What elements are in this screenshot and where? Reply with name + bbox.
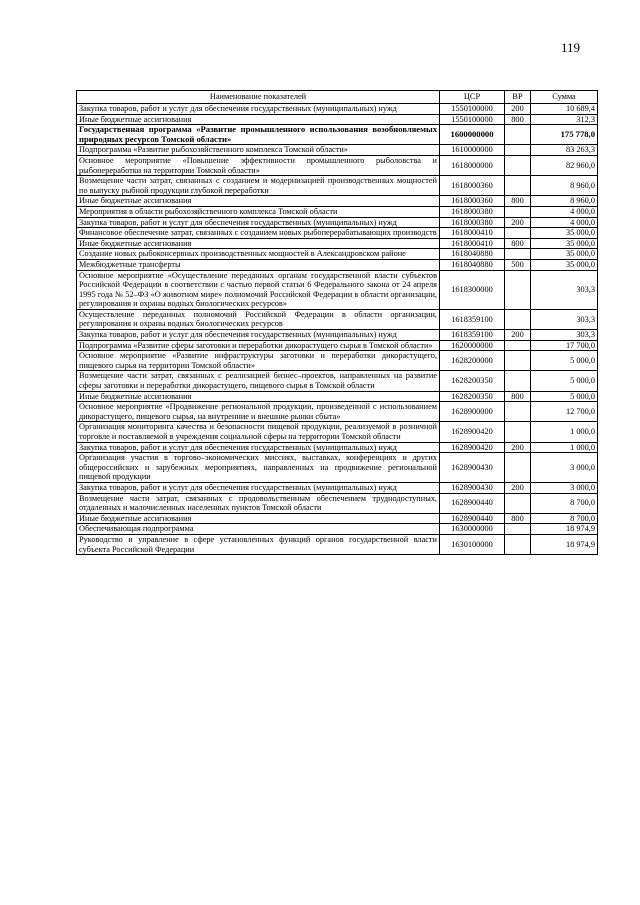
cell-name: Иные бюджетные ассигнования: [77, 196, 440, 207]
cell-sum: 303,3: [531, 309, 598, 329]
cell-vr: 200: [505, 217, 531, 228]
cell-vr: 200: [505, 104, 531, 115]
cell-csr: 1628900000: [440, 402, 505, 422]
cell-csr: 1610000000: [440, 145, 505, 156]
table-row: [77, 259, 598, 270]
cell-sum: 175 778,0: [531, 125, 598, 145]
cell-name: Закупка товаров, работ и услуг для обеспечения государственных (муниципальных) нужд: [77, 104, 440, 115]
table-row: [77, 524, 598, 535]
cell-vr: 800: [505, 114, 531, 125]
table-row: [77, 196, 598, 207]
table-row: [77, 371, 598, 391]
cell-vr: [505, 371, 531, 391]
table-row: [77, 206, 598, 217]
cell-sum: 82 960,0: [531, 155, 598, 175]
cell-csr: 1618000360: [440, 196, 505, 207]
cell-name: Государственная программа «Развитие промышленного использования возобновляемых природных ресурсов Томской области»: [77, 125, 440, 145]
cell-name: Возмещение части затрат, связанных с созданием и модернизацией производственных мощностей по выпуску рыбной продукции глубокой переработки: [77, 176, 440, 196]
cell-sum: 18 974,9: [531, 524, 598, 535]
table-row: [77, 422, 598, 442]
cell-sum: 1 000,0: [531, 422, 598, 442]
cell-vr: [505, 340, 531, 351]
cell-csr: 1550100000: [440, 104, 505, 115]
cell-csr: 1550100000: [440, 114, 505, 125]
cell-name: Закупка товаров, работ и услуг для обеспечения государственных (муниципальных) нужд: [77, 442, 440, 453]
cell-csr: 1618300000: [440, 270, 505, 309]
table-row: [77, 155, 598, 175]
table-row: [77, 309, 598, 329]
cell-sum: 35 000,0: [531, 238, 598, 249]
cell-vr: [505, 422, 531, 442]
cell-vr: [505, 125, 531, 145]
cell-csr: 1628900420: [440, 442, 505, 453]
header-name: Наименование показателей: [77, 91, 440, 104]
cell-sum: 35 000,0: [531, 228, 598, 239]
page-number: 119: [560, 40, 580, 55]
cell-sum: 5 000,0: [531, 351, 598, 371]
table-row: [77, 104, 598, 115]
cell-name: Закупка товаров, работ и услуг для обеспечения государственных (муниципальных) нужд: [77, 217, 440, 228]
table-row: [77, 176, 598, 196]
table-row: [77, 391, 598, 402]
cell-name: Основное мероприятие «Осуществление переданных органам государственной власти субъектов Российской Федерации в соответствии с частью первой статьи 6 Федерального закона от 24 апреля 1995 года № 52–ФЗ «О животном мире» полномочий Российской Федерации в области организации, регулирования и охраны водных биологических ресурсов»: [77, 270, 440, 309]
cell-name: Создание новых рыбоконсервных производственных мощностей в Александровском районе: [77, 249, 440, 260]
cell-csr: 1628200350: [440, 371, 505, 391]
cell-sum: 12 700,0: [531, 402, 598, 422]
cell-name: Обеспечивающая подпрограмма: [77, 524, 440, 535]
cell-csr: 1630100000: [440, 534, 505, 554]
cell-csr: 1628900420: [440, 422, 505, 442]
cell-sum: 4 000,0: [531, 217, 598, 228]
cell-sum: 17 700,0: [531, 340, 598, 351]
cell-sum: 35 000,0: [531, 259, 598, 270]
cell-vr: 500: [505, 259, 531, 270]
cell-vr: 800: [505, 196, 531, 207]
cell-csr: 1618040880: [440, 259, 505, 270]
budget-table: [76, 90, 598, 555]
table-row: [77, 125, 598, 145]
cell-name: Мероприятия в области рыбохозяйственного комплекса Томской области: [77, 206, 440, 217]
cell-csr: 1618000380: [440, 217, 505, 228]
cell-sum: 303,3: [531, 330, 598, 341]
cell-name: Основное мероприятие «Повышение эффективности промышленного рыболовства и рыбопереработки на территории Томской области»: [77, 155, 440, 175]
table-row: [77, 482, 598, 493]
cell-csr: 1618000000: [440, 155, 505, 175]
cell-name: Подпрограмма «Развитие рыбохозяйственного комплекса Томской области»: [77, 145, 440, 156]
cell-csr: 1600000000: [440, 125, 505, 145]
table-row: [77, 330, 598, 341]
cell-name: Закупка товаров, работ и услуг для обеспечения государственных (муниципальных) нужд: [77, 482, 440, 493]
cell-vr: [505, 402, 531, 422]
cell-sum: 1 000,0: [531, 442, 598, 453]
cell-sum: 8 960,0: [531, 196, 598, 207]
cell-vr: 800: [505, 513, 531, 524]
cell-name: Межбюджетные трансферты: [77, 259, 440, 270]
cell-name: Иные бюджетные ассигнования: [77, 114, 440, 125]
cell-vr: [505, 524, 531, 535]
cell-vr: [505, 228, 531, 239]
cell-name: Иные бюджетные ассигнования: [77, 391, 440, 402]
cell-vr: 800: [505, 391, 531, 402]
cell-vr: [505, 453, 531, 483]
table-row: [77, 217, 598, 228]
cell-csr: 1628900440: [440, 493, 505, 513]
cell-sum: 312,3: [531, 114, 598, 125]
cell-csr: 1618000360: [440, 176, 505, 196]
table-row: [77, 114, 598, 125]
table-row: [77, 513, 598, 524]
cell-name: Подпрограмма «Развитие сферы заготовки и переработки дикорастущего сырья в Томской области»: [77, 340, 440, 351]
table-row: [77, 402, 598, 422]
cell-sum: 8 700,0: [531, 513, 598, 524]
cell-csr: 1618000410: [440, 228, 505, 239]
cell-sum: 303,3: [531, 270, 598, 309]
cell-csr: 1618000410: [440, 238, 505, 249]
table-row: [77, 145, 598, 156]
cell-sum: 3 000,0: [531, 453, 598, 483]
table-row: [77, 493, 598, 513]
cell-csr: 1620000000: [440, 340, 505, 351]
cell-name: Иные бюджетные ассигнования: [77, 238, 440, 249]
cell-vr: 800: [505, 238, 531, 249]
table-row: [77, 442, 598, 453]
table-row: [77, 340, 598, 351]
cell-vr: 200: [505, 330, 531, 341]
header-csr: ЦСР: [440, 91, 505, 104]
header-sum: Сумма: [531, 91, 598, 104]
cell-csr: 1618359100: [440, 330, 505, 341]
cell-vr: 200: [505, 442, 531, 453]
cell-vr: [505, 493, 531, 513]
cell-csr: 1630000000: [440, 524, 505, 535]
cell-name: Руководство и управление в сфере установленных функций органов государственной власти субъекта Российской Федерации: [77, 534, 440, 554]
header-vr: ВР: [505, 91, 531, 104]
table-row: [77, 270, 598, 309]
cell-name: Возмещение части затрат, связанных с продовольственным обеспечением труднодоступных, отдаленных и малочисленных населенных пунктов Томской области: [77, 493, 440, 513]
cell-sum: 35 000,0: [531, 249, 598, 260]
cell-name: Основное мероприятие «Развитие инфраструктуры заготовки и переработки дикорастущего, пищевого сырья на территории Томской области»: [77, 351, 440, 371]
cell-sum: 3 000,0: [531, 482, 598, 493]
cell-sum: 10 689,4: [531, 104, 598, 115]
cell-vr: [505, 309, 531, 329]
cell-name: Закупка товаров, работ и услуг для обеспечения государственных (муниципальных) нужд: [77, 330, 440, 341]
cell-name: Иные бюджетные ассигнования: [77, 513, 440, 524]
cell-name: Возмещение части затрат, связанных с реализацией бизнес–проектов, направленных на развитие сферы заготовки и переработки дикорастущего, пищевого сырья в Томской области: [77, 371, 440, 391]
table-row: [77, 453, 598, 483]
cell-csr: 1618359100: [440, 309, 505, 329]
cell-vr: [505, 270, 531, 309]
cell-csr: 1618040880: [440, 249, 505, 260]
cell-sum: 5 000,0: [531, 371, 598, 391]
cell-sum: 4 000,0: [531, 206, 598, 217]
cell-csr: 1628900440: [440, 513, 505, 524]
cell-csr: 1628900430: [440, 453, 505, 483]
cell-csr: 1628900430: [440, 482, 505, 493]
cell-csr: 1618000380: [440, 206, 505, 217]
cell-csr: 1628200000: [440, 351, 505, 371]
table-row: [77, 534, 598, 554]
cell-csr: 1628200350: [440, 391, 505, 402]
cell-sum: 83 263,3: [531, 145, 598, 156]
cell-vr: [505, 206, 531, 217]
table-row: [77, 238, 598, 249]
cell-name: Осуществление переданных полномочий Российской Федерации в области организации, регулирования и охраны водных биологических ресурсов: [77, 309, 440, 329]
cell-name: Организация участия в торгово–экономических миссиях, выставках, конференциях и других общероссийских и зарубежных мероприятиях, направленных на продвижение региональной пищевой продукции: [77, 453, 440, 483]
cell-vr: [505, 249, 531, 260]
cell-sum: 5 000,0: [531, 391, 598, 402]
table-row: [77, 249, 598, 260]
cell-name: Организация мониторинга качества и безопасности пищевой продукции, реализуемой в розничной торговле и поставляемой в учреждения социальной сферы на территории Томской области: [77, 422, 440, 442]
cell-name: Основное мероприятие «Продвижение региональной продукции, произведенной с использованием дикорастущего, пищевого сырья, на внутренние и внешние рынки сбыта»: [77, 402, 440, 422]
table-row: [77, 351, 598, 371]
cell-name: Финансовое обеспечение затрат, связанных с созданием новых рыбоперерабатывающих производств: [77, 228, 440, 239]
cell-vr: [505, 176, 531, 196]
cell-sum: 8 960,0: [531, 176, 598, 196]
cell-vr: [505, 145, 531, 156]
cell-sum: 18 974,9: [531, 534, 598, 554]
cell-vr: 200: [505, 482, 531, 493]
cell-vr: [505, 351, 531, 371]
cell-vr: [505, 155, 531, 175]
cell-vr: [505, 534, 531, 554]
cell-sum: 8 700,0: [531, 493, 598, 513]
table-header-row: [77, 91, 598, 104]
table-row: [77, 228, 598, 239]
